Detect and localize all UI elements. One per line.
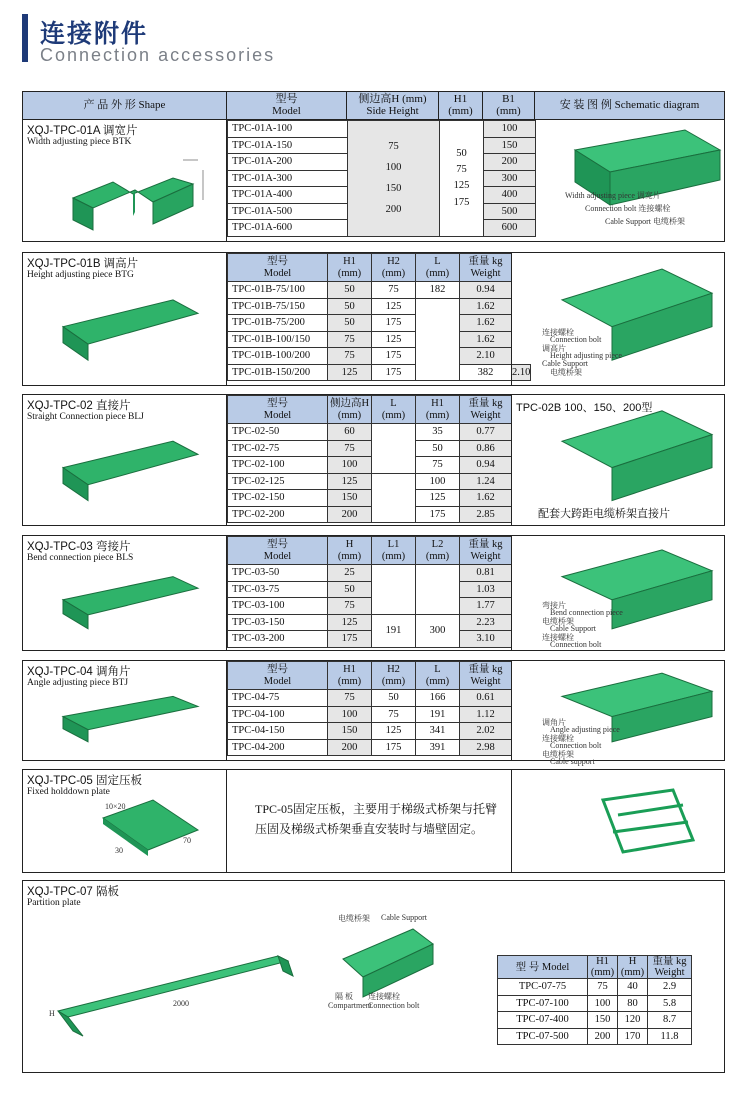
value-cell: 75 [372,282,416,299]
value-cell: 175 [416,506,460,523]
annotation-label: 连接螺栓 [542,632,574,642]
header-model: 型号 Model [227,92,347,120]
annotation-label: 弯接片 [542,600,566,610]
annotation-label: Compartment [328,1001,372,1010]
header-h1: H1 (mm) [588,956,618,979]
value-cell: 200 [328,506,372,523]
value-cell [372,473,416,523]
header-cell: H1 (mm) [416,396,460,424]
page-title: 连接附件 [40,19,149,48]
annotation-label: 调角片 [542,717,566,727]
header-weight: 重量 kg Weight [648,956,692,979]
model-cell: TPC-02-50 [228,424,328,441]
value-cell: 1.03 [460,581,512,598]
page-subtitle: Connection accessories [40,45,276,65]
header-cell: 型号 Model [228,537,328,565]
value-cell: 1.12 [460,706,512,723]
ladder-tray-drawing [583,780,713,865]
model-cell: TPC-01A-150 [228,137,348,154]
header-cell: 重量 kg Weight [460,396,512,424]
model-cell: TPC-01A-400 [228,187,348,204]
header-cell: 型号 Model [228,662,328,690]
annotation-label: 电缆桥架 [542,616,574,626]
width-adjusting-piece-drawing [23,120,227,241]
value-cell: 75 [588,979,618,996]
product-name-en: Fixed holddown plate [27,787,110,797]
model-cell: TPC-04-75 [228,690,328,707]
header-h: H (mm) [618,956,648,979]
description-line: 压固及梯级式桥架垂直安装时与墙壁固定。 [255,822,484,836]
shape-cell [23,253,227,385]
description-line: TPC-05固定压板，主要用于梯级式桥架与托臂 [255,802,498,816]
value-cell: 391 [416,739,460,756]
value-cell: 25 [328,565,372,582]
header-shape: 产 品 外 形 Shape [23,92,227,120]
value-cell: 125 [328,473,372,490]
annotation-label: Cable Support 电缆桥架 [605,217,685,226]
b1-cell: 400 [484,187,536,204]
value-cell: 75 [328,331,372,348]
value-cell: 150 [328,490,372,507]
value-cell: 35 [416,424,460,441]
value-cell: 50 [328,581,372,598]
shape-cell [23,395,227,525]
header-cell: H2 (mm) [372,254,416,282]
value-cell: 382 [460,364,512,381]
header-cell: H (mm) [328,537,372,565]
header-cell: L (mm) [416,662,460,690]
model-cell: TPC-02-125 [228,473,328,490]
annotation-label: Connection bolt [550,334,602,344]
main-header-row [23,92,724,120]
value-cell: 2.9 [648,979,692,996]
value-cell [416,565,460,615]
header-cell: H1 (mm) [328,254,372,282]
value-cell: 50 [372,690,416,707]
value-cell: 341 [416,723,460,740]
value-cell: 175 [372,739,416,756]
header-cell: 重量 kg Weight [460,537,512,565]
header-cell: 重量 kg Weight [460,254,512,282]
value-cell: 1.62 [460,298,512,315]
header-cell: 重量 kg Weight [460,662,512,690]
value-cell [416,298,460,381]
value-cell: 150 [588,1012,618,1029]
schematic-title: TPC-02B 100、150、200型 [516,402,653,414]
annotation-label: Connection bolt 连接螺栓 [585,204,671,213]
b1-cell: 300 [484,170,536,187]
value-cell: 125 [328,614,372,631]
b1-cell: 150 [484,137,536,154]
annotation-label: 电缆桥架 [550,367,582,377]
value-cell: 75 [416,457,460,474]
annotation-label: 连接螺栓 [542,733,574,743]
header-cell: H2 (mm) [372,662,416,690]
value-cell: 75 [328,440,372,457]
product-drawing [23,395,227,527]
b1-cell: 200 [484,154,536,171]
product-name-cn: XQJ-TPC-01A 调宽片 [27,125,138,137]
model-cell: TPC-01B-75/150 [228,298,328,315]
value-cell: 50 [328,298,372,315]
value-cell: 8.7 [648,1012,692,1029]
value-cell [372,565,416,615]
partition-install-drawing [333,919,443,999]
value-cell: 1.24 [460,473,512,490]
product-name-en: Partition plate [27,898,81,908]
shape-cell [23,770,227,872]
dimension-label: 10×20 [105,802,126,811]
schematic-cell [511,395,724,525]
value-cell [372,424,416,474]
annotation-label: Width adjusting piece 调宽片 [565,191,661,200]
model-cell: TPC-03-75 [228,581,328,598]
value-cell: 191 [372,614,416,647]
value-cell: 2.10 [460,348,512,365]
header-cell: L (mm) [416,254,460,282]
value-cell: 3.10 [460,631,512,648]
model-cell: TPC-01A-100 [228,121,348,138]
product-name-en: Width adjusting piece BTK [27,137,132,147]
model-cell: TPC-02-150 [228,490,328,507]
annotation-label: Cable support [550,756,595,766]
product-drawing [23,661,227,762]
annotation-label: Connection bolt [368,1001,420,1010]
product-drawing [23,253,227,387]
header-cell: 型号 Model [228,254,328,282]
model-cell: TPC-04-150 [228,723,328,740]
schematic-cell [511,661,724,766]
product-name-cn: XQJ-TPC-04 调角片 [27,666,131,678]
block-height-adjusting [22,252,725,386]
value-cell: 0.86 [460,440,512,457]
value-cell: 0.94 [460,457,512,474]
product-name-cn: XQJ-TPC-07 隔板 [27,886,120,898]
value-cell: 75 [328,348,372,365]
shape-cell [23,120,227,241]
value-cell: 80 [618,995,648,1012]
header-cell: 侧边高H (mm) [328,396,372,424]
value-cell: 170 [618,1028,648,1045]
annotation-label: Cable Support [542,358,588,368]
header-schematic: 安 装 图 例 Schematic diagram [559,99,700,112]
model-cell: TPC-02-200 [228,506,328,523]
width-adjusting-table [227,120,536,237]
annotation-label: 调高片 [542,343,566,353]
value-cell: 175 [328,631,372,648]
model-cell: TPC-01B-75/100 [228,282,328,299]
dimension-label: H [49,1009,55,1018]
value-cell: 2.23 [460,614,512,631]
annotation-label: 电缆桥架 [338,914,370,923]
value-cell: 300 [416,614,460,647]
header-cell: L (mm) [372,396,416,424]
value-cell: 75 [328,690,372,707]
product-name-cn: XQJ-TPC-01B 调高片 [27,258,139,270]
value-cell: 2.98 [460,739,512,756]
value-cell: 125 [372,331,416,348]
dimension-label: 30 [115,846,123,855]
model-cell: TPC-01B-75/200 [228,315,328,332]
model-cell: TPC-02-75 [228,440,328,457]
spec-table [227,661,512,756]
product-name-cn: XQJ-TPC-02 直接片 [27,400,131,412]
value-cell: 75 [328,598,372,615]
spec-table [227,253,531,381]
value-cell: 175 [372,364,416,381]
model-cell: TPC-04-200 [228,739,328,756]
value-cell: 1.62 [460,315,512,332]
block-straight-connection [22,394,725,526]
partition-plate-table [497,955,692,1045]
value-cell: 2.10 [512,364,531,381]
value-cell: 120 [618,1012,648,1029]
annotation-label: Angle adjusting piece [550,724,620,734]
header-cell: 型号 Model [228,396,328,424]
model-cell: TPC-01A-600 [228,220,348,237]
value-cell: 50 [328,315,372,332]
value-cell: 75 [372,706,416,723]
value-cell: 0.94 [460,282,512,299]
value-cell: 175 [372,315,416,332]
header-cell: H1 (mm) [328,662,372,690]
annotation-label: Height adjusting piece [550,350,622,360]
value-cell: 100 [328,457,372,474]
value-cell: 150 [328,723,372,740]
value-cell: 125 [372,723,416,740]
header-cell: L1 (mm) [372,537,416,565]
value-cell: 191 [416,706,460,723]
product-name-en: Straight Connection piece BLJ [27,412,144,422]
model-cell: TPC-07-100 [498,995,588,1012]
block-bend-connection [22,535,725,651]
model-cell: TPC-01B-100/200 [228,348,328,365]
model-cell: TPC-07-75 [498,979,588,996]
model-cell: TPC-04-100 [228,706,328,723]
annotation-label: Bend connection piece [550,607,623,617]
value-cell: 11.8 [648,1028,692,1045]
holddown-plate-drawing [23,770,227,874]
value-cell: 1.62 [460,490,512,507]
header-cell: L2 (mm) [416,537,460,565]
annotation-label: 电缆桥架 [542,749,574,759]
product-name-cn: XQJ-TPC-03 弯接片 [27,541,131,553]
b1-cell: 100 [484,121,536,138]
model-cell: TPC-03-100 [228,598,328,615]
annotation-label: 隔 板 [335,992,353,1001]
model-cell: TPC-07-400 [498,1012,588,1029]
model-cell: TPC-03-50 [228,565,328,582]
value-cell: 50 [328,282,372,299]
annotation-label: Connection bolt [550,740,602,750]
header-model: 型 号 Model [498,956,588,979]
side-height-cell: 75 100 150 200 [348,121,440,237]
model-cell: TPC-03-150 [228,614,328,631]
annotation-label: Cable Support [381,913,427,922]
annotation-label: 连接螺栓 [368,992,400,1001]
annotation-label: 连接螺栓 [542,327,574,337]
schematic-cell [511,536,724,650]
divider [511,770,512,872]
value-cell: 100 [328,706,372,723]
schematic-note: 配套大跨距电缆桥架直接片 [538,508,670,520]
spec-table [227,536,512,648]
h1-cell: 50 75 125 175 [440,121,484,237]
value-cell: 100 [416,473,460,490]
value-cell: 2.85 [460,506,512,523]
spec-table [227,395,512,523]
product-name-en: Height adjusting piece BTG [27,270,134,280]
value-cell: 125 [372,298,416,315]
annotation-label: Connection bolt [550,639,602,649]
product-name-cn: XQJ-TPC-05 固定压板 [27,775,143,787]
value-cell: 200 [328,739,372,756]
tray-drawing [512,661,725,762]
annotation-label: Cable Support [550,623,596,633]
value-cell: 2.02 [460,723,512,740]
model-cell: TPC-03-200 [228,631,328,648]
value-cell: 200 [588,1028,618,1045]
block-width-adjusting [22,91,725,242]
value-cell: 175 [372,348,416,365]
schematic-width-adjusting [535,120,724,241]
value-cell: 5.8 [648,995,692,1012]
product-name-en: Angle adjusting piece BTJ [27,678,129,688]
value-cell: 60 [328,424,372,441]
model-cell: TPC-01B-150/200 [228,364,328,381]
dimension-label: 2000 [173,999,189,1008]
value-cell: 100 [588,995,618,1012]
product-name-en: Bend connection piece BLS [27,553,134,563]
value-cell: 125 [416,490,460,507]
value-cell: 0.77 [460,424,512,441]
block-partition-plate [22,880,725,1073]
header-accent-bar [22,14,28,62]
model-cell: TPC-01A-200 [228,154,348,171]
value-cell: 1.62 [460,331,512,348]
model-cell: TPC-01B-100/150 [228,331,328,348]
schematic-cell [511,253,724,385]
model-cell: TPC-01A-300 [228,170,348,187]
header-b1: B1 (mm) [483,92,535,120]
product-drawing [23,536,227,652]
model-cell: TPC-01A-500 [228,203,348,220]
value-cell: 1.77 [460,598,512,615]
value-cell: 182 [416,282,460,299]
dimension-label: 70 [183,836,191,845]
model-cell: TPC-02-100 [228,457,328,474]
b1-cell: 600 [484,220,536,237]
b1-cell: 500 [484,203,536,220]
value-cell: 40 [618,979,648,996]
header-h1: H1 (mm) [439,92,483,120]
value-cell: 0.81 [460,565,512,582]
value-cell: 125 [328,364,372,381]
shape-cell [23,661,227,760]
model-cell: TPC-07-500 [498,1028,588,1045]
value-cell: 0.61 [460,690,512,707]
block-angle-adjusting [22,660,725,766]
shape-cell [23,536,227,650]
header-side-height: 侧边高H (mm) Side Height [347,92,439,120]
value-cell: 166 [416,690,460,707]
block-fixed-holddown [22,769,725,873]
value-cell: 50 [416,440,460,457]
